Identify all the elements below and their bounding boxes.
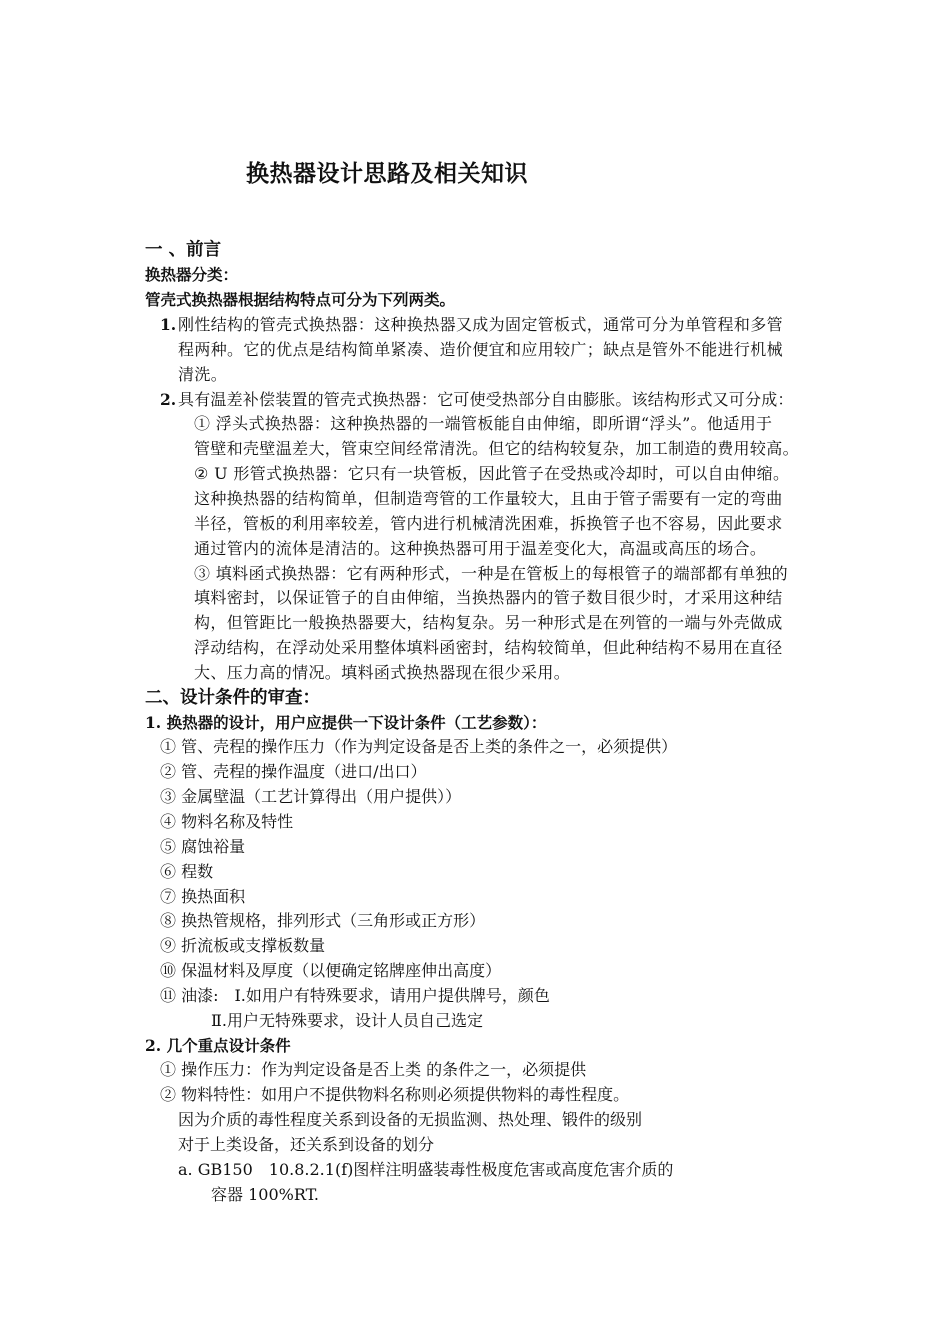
condition-item: ② 管、壳程的操作温度（进口/出口） xyxy=(160,762,427,781)
condition-item: ④ 物料名称及特性 xyxy=(160,812,294,831)
key-condition-item: ② 物料特性：如用户不提供物料名称则必须提供物料的毒性程度。 xyxy=(160,1085,630,1104)
section1-heading: 一 、前言 xyxy=(145,240,222,260)
condition-item-continuation: Ⅱ.用户无特殊要求，设计人员自己选定 xyxy=(211,1011,483,1030)
item2-sub-line: ③ 填料函式换热器：它有两种形式，一种是在管板上的每根管子的端部都有单独的 xyxy=(194,564,789,583)
sub-item-a: a. GB150 10.8.2.1(f)图样注明盛装毒性极度危害或高度危害介质的 xyxy=(178,1160,674,1179)
item2-sub-line: 填料密封，以保证管子的自由伸缩，当换热器内的管子数目很少时，才采用这种结 xyxy=(194,588,783,607)
condition-item: ⑩ 保温材料及厚度（以便确定铭牌座伸出高度） xyxy=(160,961,502,980)
section2-heading: 二、设计条件的审查： xyxy=(145,688,320,708)
sub-item-a-continuation: 容器 100%RT. xyxy=(211,1185,320,1204)
item2-sub-line: 浮动结构，在浮动处采用整体填料函密封，结构较简单，但此种结构不易用在直径 xyxy=(194,638,783,657)
section1-subheading: 换热器分类： xyxy=(145,265,239,284)
condition-item: ⑧ 换热管规格，排列形式（三角形或正方形） xyxy=(160,911,486,930)
part2-heading: 2. 几个重点设计条件 xyxy=(145,1036,291,1055)
item2-line: 具有温差补偿装置的管壳式换热器：它可使受热部分自由膨胀。该结构形式又可分成： xyxy=(178,390,794,409)
item2-sub-line: ② U 形管式换热器：它只有一块管板，因此管子在受热或冷却时，可以自由伸缩。 xyxy=(194,464,790,483)
item1-line: 程两种。它的优点是结构简单紧凑、造价便宜和应用较广；缺点是管外不能进行机械 xyxy=(178,340,783,359)
item2-sub-line: 大、压力高的情况。填料函式换热器现在很少采用。 xyxy=(194,663,571,682)
condition-item: ⑪ 油漆: Ⅰ.如用户有特殊要求，请用户提供牌号，颜色 xyxy=(160,986,550,1005)
condition-item: ① 管、壳程的操作压力（作为判定设备是否上类的条件之一，必须提供） xyxy=(160,737,678,756)
item1-line: 清洗。 xyxy=(178,365,228,384)
condition-item: ⑤ 腐蚀裕量 xyxy=(160,837,246,856)
item1-line: 刚性结构的管壳式换热器：这种换热器又成为固定管板式，通常可分为单管程和多管 xyxy=(178,315,783,334)
part1-heading: 1. 换热器的设计，用户应提供一下设计条件（工艺参数）： xyxy=(145,713,547,732)
item2-sub-line: 管壁和壳壁温差大，管束空间经常清洗。但它的结构较复杂，加工制造的费用较高。 xyxy=(194,439,799,458)
item2-sub-line: ① 浮头式换热器：这种换热器的一端管板能自由伸缩，即所谓“浮头”。他适用于 xyxy=(194,414,773,433)
item2-sub-line: 构，但管距比一般换热器要大，结构复杂。另一种形式是在列管的一端与外壳做成 xyxy=(194,613,783,632)
toxicity-paragraph-line: 对于上类设备，还关系到设备的划分 xyxy=(178,1135,435,1154)
item1-number: 1. xyxy=(160,315,177,334)
condition-item: ⑨ 折流板或支撑板数量 xyxy=(160,936,326,955)
key-condition-item: ① 操作压力：作为判定设备是否上类 的条件之一，必须提供 xyxy=(160,1060,587,1079)
toxicity-paragraph-line: 因为介质的毒性程度关系到设备的无损监测、热处理、锻件的级别 xyxy=(178,1110,643,1129)
item2-number: 2. xyxy=(160,390,177,409)
page-title: 换热器设计思路及相关知识 xyxy=(246,160,528,187)
section1-intro: 管壳式换热器根据结构特点可分为下列两类。 xyxy=(145,290,456,309)
condition-item: ⑦ 换热面积 xyxy=(160,887,246,906)
item2-sub-line: 这种换热器的结构简单，但制造弯管的工作量较大，且由于管子需要有一定的弯曲 xyxy=(194,489,783,508)
item2-sub-line: 半径，管板的利用率较差，管内进行机械清洗困难，拆换管子也不容易，因此要求 xyxy=(194,514,783,533)
condition-item: ③ 金属壁温（工艺计算得出（用户提供）） xyxy=(160,787,462,806)
item2-sub-line: 通过管内的流体是清洁的。这种换热器可用于温差变化大，高温或高压的场合。 xyxy=(194,539,767,558)
condition-item: ⑥ 程数 xyxy=(160,862,214,881)
